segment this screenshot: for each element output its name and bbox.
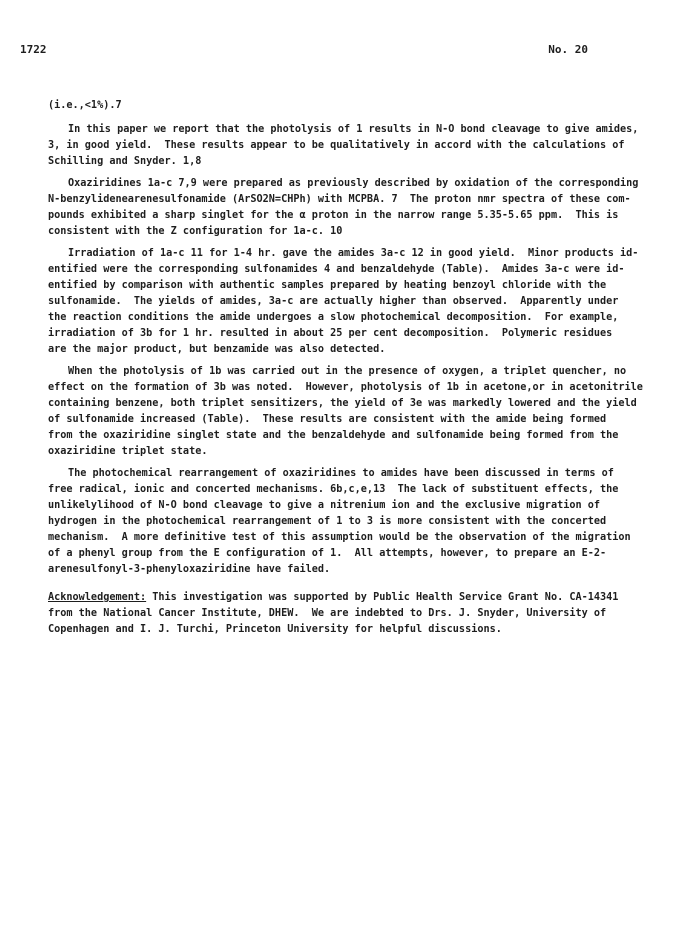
text-line: entified by comparison with authentic samples prepared by heating benzoyl chloride with the (48, 280, 607, 291)
paragraph-mechanism (48, 466, 631, 578)
text-line: unlikelylihood of N-O bond cleavage to give a nitrenium ion and the exclusive migration of (48, 500, 601, 511)
text-line: containing benzene, both triplet sensitizers, the yield of 3e was markedly lowered and the yield (48, 398, 637, 409)
acknowledgement (48, 590, 628, 638)
text-line: oxaziridine triplet state. (48, 446, 208, 457)
text-line: sulfonamide. The yields of amides, 3a-c are actually higher than observed. Apparently under (48, 296, 619, 307)
text-line: When the photolysis of 1b was carried out in the presence of oxygen, a triplet quencher, no (68, 366, 627, 377)
text-line: mechanism. A more definitive test of this assumption would be the observation of the migration (48, 532, 631, 543)
issue-number: No. 20 (548, 43, 588, 56)
text-line: Irradiation of 1a-c 11 for 1-4 hr. gave the amides 3a-c 12 in good yield. Minor products id- (68, 248, 639, 259)
text-line: effect on the formation of 3b was noted. However, photolysis of 1b in acetone,or in acetonitrile (48, 382, 643, 393)
text-line: hydrogen in the photochemical rearrangement of 1 to 3 is more consistent with the concerted (48, 516, 607, 527)
text-line: consistent with the Z configuration for 1a-c. 10 (48, 226, 343, 237)
text-line: from the oxaziridine singlet state and the benzaldehyde and sulfonamide being formed from the (48, 430, 619, 441)
paragraph-oxaziridine-prep (48, 176, 639, 240)
text-line: N-benzylidenearenesulfonamide (ArSO2N=CHPh) with MCPBA. 7 The proton nmr spectra of these com- (48, 194, 631, 205)
text-line: Oxaziridines 1a-c 7,9 were prepared as previously described by oxidation of the corresponding (68, 178, 639, 189)
text-line: from the National Cancer Institute, DHEW. We are indebted to Drs. J. Snyder, University of (48, 608, 607, 619)
text-line: the reaction conditions the amide undergoes a slow photochemical decomposition. For example, (48, 312, 619, 323)
text-line: pounds exhibited a sharp singlet for the α proton in the narrow range 5.35-5.65 ppm. This is (48, 210, 619, 221)
acknowledgement-heading: Acknowledgement: (48, 592, 147, 603)
text-line: are the major product, but benzamide was also detected. (48, 344, 386, 355)
text-line: of a phenyl group from the E configuration of 1. All attempts, however, to prepare an E-2- (48, 548, 607, 559)
paragraph-irradiation (48, 246, 639, 358)
text-line (48, 590, 628, 606)
text-line: In this paper we report that the photolysis of 1 results in N-O bond cleavage to give amides, (68, 124, 639, 135)
text-line: free radical, ionic and concerted mechanisms. 6b,c,e,13 The lack of substituent effects, the (48, 484, 619, 495)
acknowledgement-text: This investigation was supported by Public Health Service Grant No. CA-14341 (146, 592, 619, 603)
continued-fragment (48, 98, 628, 114)
text-line: arenesulfonyl-3-phenyloxaziridine have failed. (48, 564, 331, 575)
text-line: irradiation of 3b for 1 hr. resulted in about 25 per cent decomposition. Polymeric residues (48, 328, 613, 339)
page-number: 1722 (20, 43, 47, 56)
text-line: The photochemical rearrangement of oxaziridines to amides have been discussed in terms of (68, 468, 614, 479)
text-line: of sulfonamide increased (Table). These results are consistent with the amide being formed (48, 414, 607, 425)
paper-body (48, 98, 643, 638)
text-line: Copenhagen and I. J. Turchi, Princeton University for helpful discussions. (48, 624, 502, 635)
text-line: 3, in good yield. These results appear to be qualitatively in accord with the calculations of (48, 140, 625, 151)
paragraph-photolysis-result (48, 122, 639, 170)
text-line: entified were the corresponding sulfonamides 4 and benzaldehyde (Table). Amides 3a-c were id- (48, 264, 625, 275)
paragraph-triplet-quencher (48, 364, 643, 460)
text-line: Schilling and Snyder. 1,8 (48, 156, 202, 167)
text-line: (i.e.,<1%).7 (48, 100, 122, 111)
